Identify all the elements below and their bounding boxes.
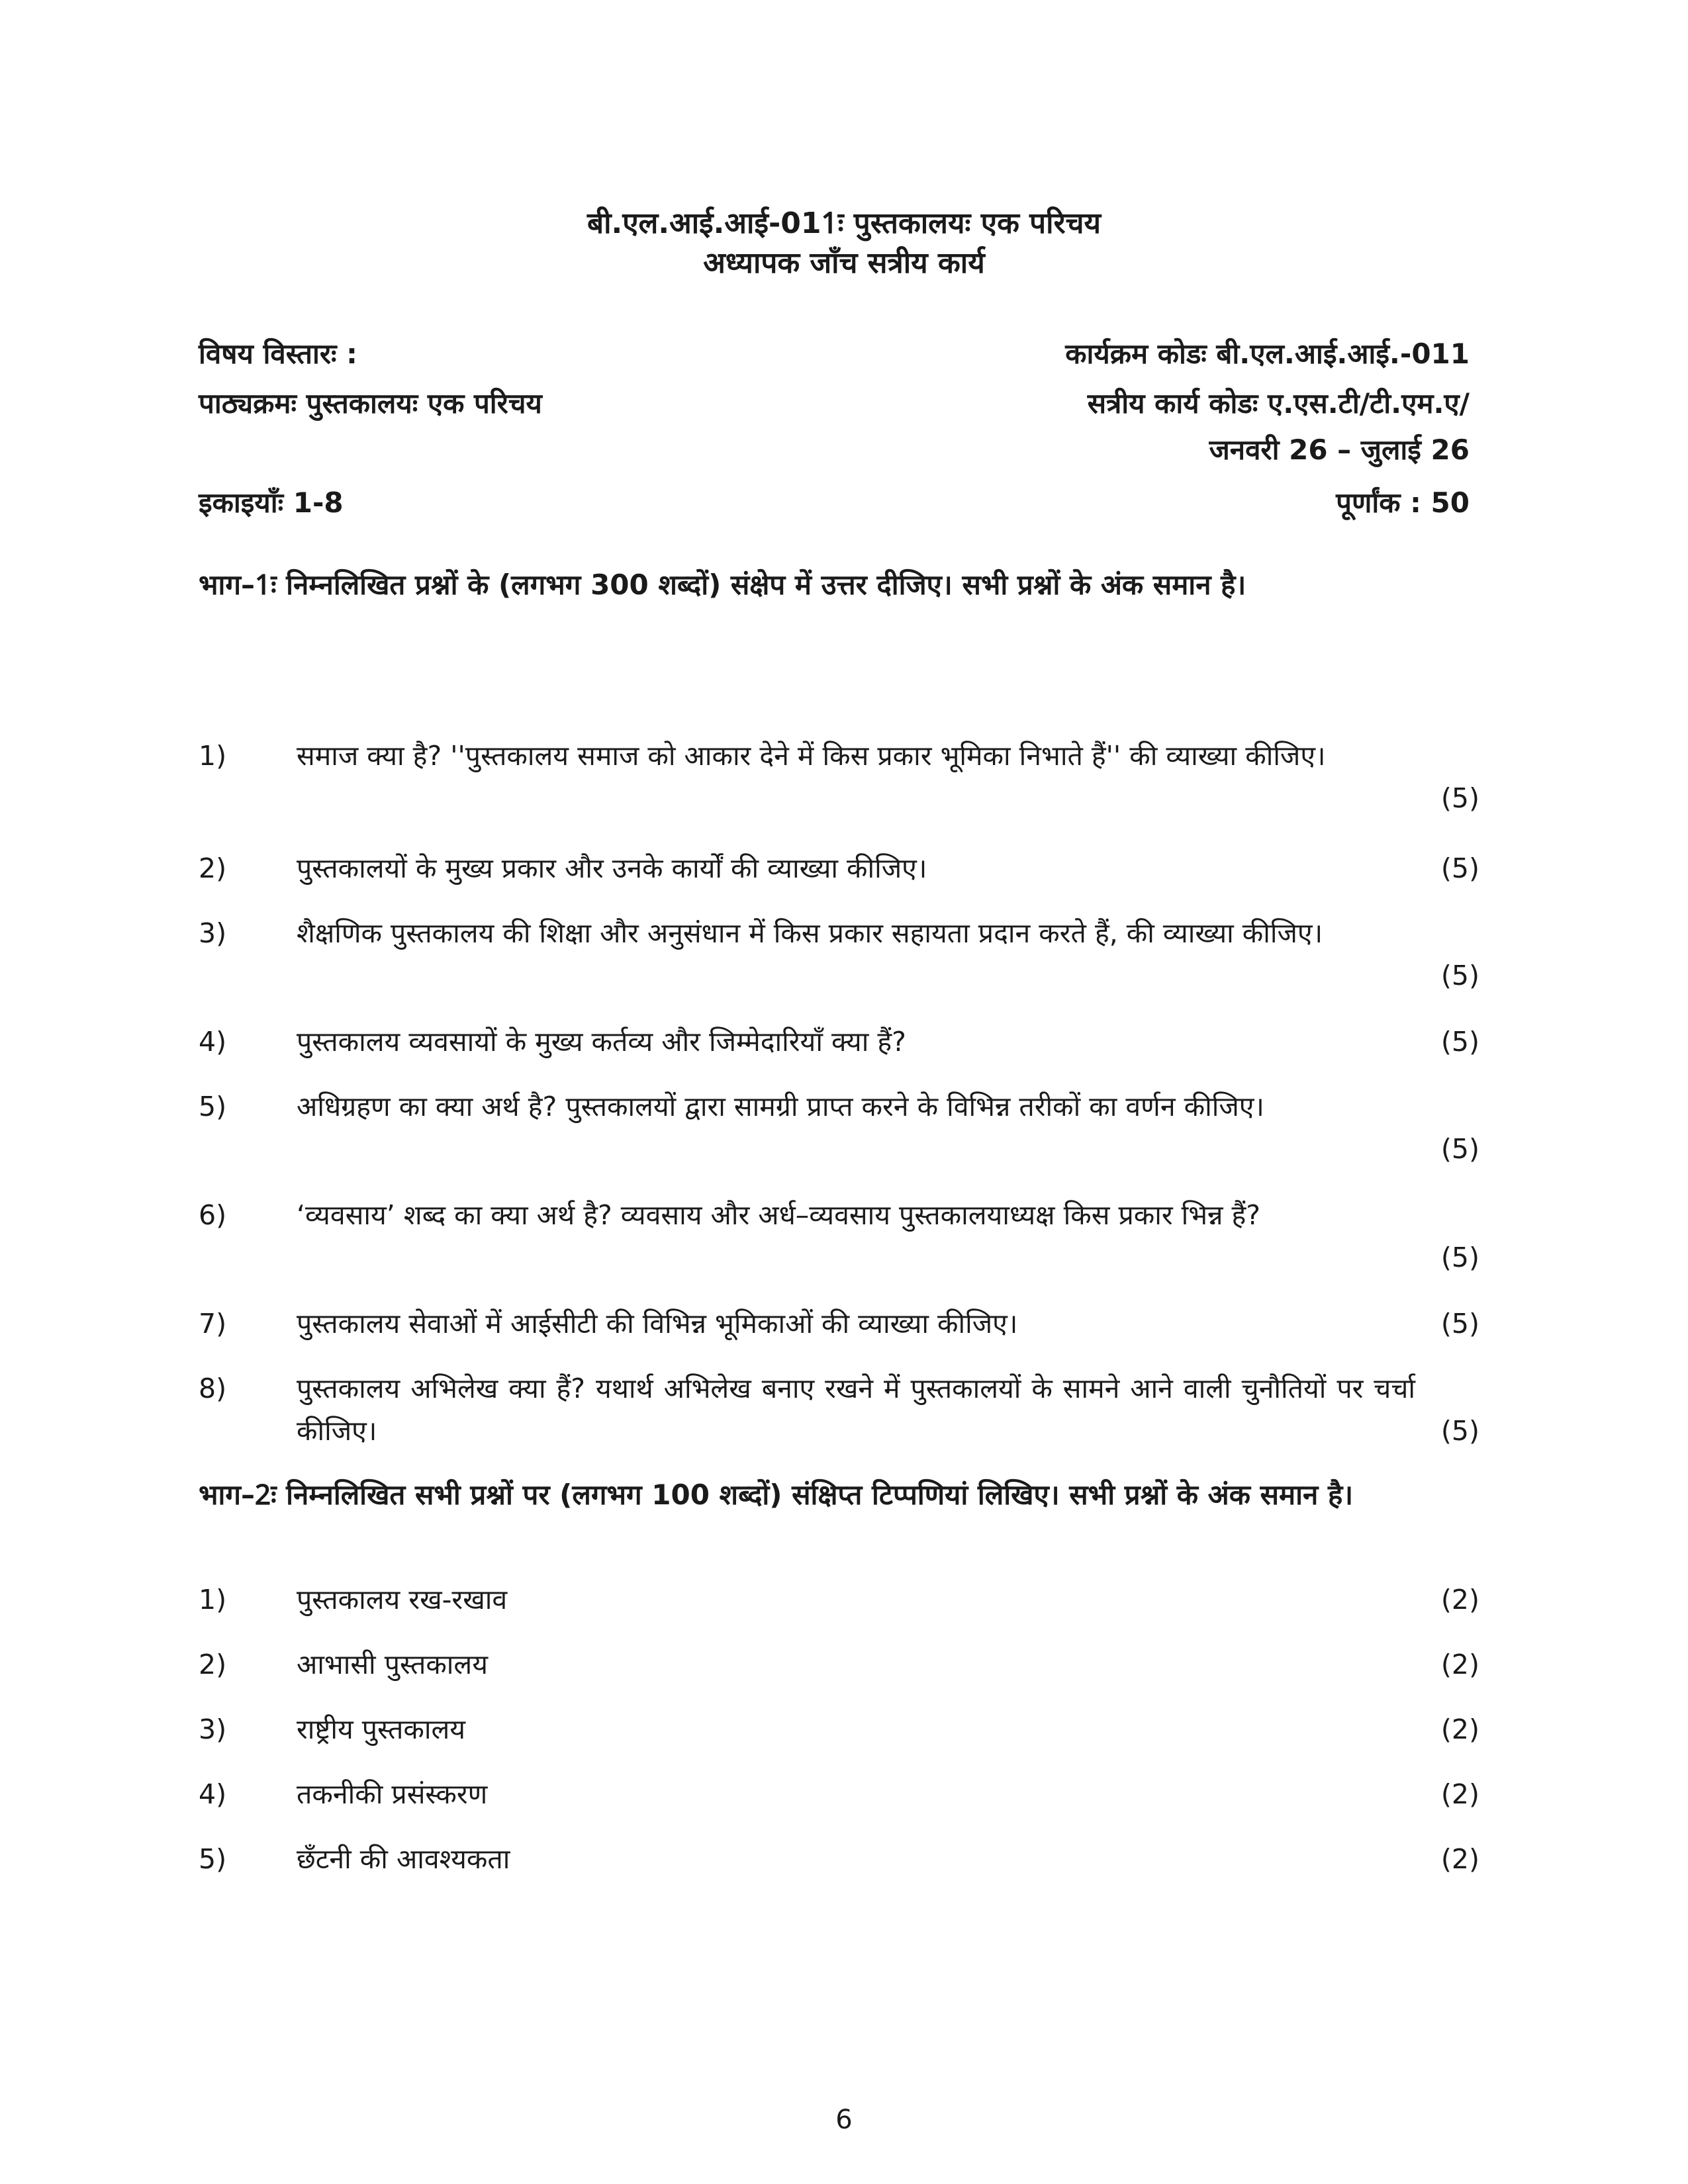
program-code: कार्यक्रम कोडः बी.एल.आई.आई.-011 <box>1065 338 1470 370</box>
question-marks: (2) <box>1440 1584 1479 1615</box>
question-number: 5) <box>199 1843 227 1875</box>
question-marks: (5) <box>1440 1242 1479 1273</box>
question-text: ‘व्यवसाय’ शब्द का क्या अर्थ है? व्यवसाय और अर्ध–व्यवसाय पुस्तकालयाध्यक्ष किस प्रकार भिन्न हैं? <box>297 1199 1261 1231</box>
question-item <box>199 1085 1479 1170</box>
question-text: राष्ट्रीय पुस्तकालय <box>297 1713 466 1745</box>
question-text: आभासी पुस्तकालय <box>297 1649 489 1680</box>
question-number: 1) <box>199 1584 227 1615</box>
question-text: पुस्तकालय सेवाओं में आईसीटी की विभिन्न भूमिकाओं की व्याख्या कीजिए। <box>297 1308 1018 1340</box>
short-note-item <box>199 1643 1479 1686</box>
question-number: 7) <box>199 1308 227 1340</box>
max-marks: पूर्णांक : 50 <box>1336 486 1470 519</box>
question-text: पुस्तकालय अभिलेख क्या हैं? यथार्थ अभिलेख बनाए रखने में पुस्तकालयों के सामने आने वाली चुनौतियों पर चर्चा कीजिए। <box>297 1373 1415 1447</box>
subject-label: विषय विस्तारः : <box>199 338 357 370</box>
question-item <box>199 735 1479 819</box>
question-number: 4) <box>199 1778 227 1810</box>
question-number: 5) <box>199 1091 227 1122</box>
document-title: बी.एल.आई.आई-011ः पुस्तकालयः एक परिचय <box>586 206 1102 240</box>
question-item <box>199 912 1479 997</box>
question-text: छँटनी की आवश्यकता <box>297 1843 510 1875</box>
question-marks: (2) <box>1440 1649 1479 1680</box>
question-item <box>199 847 1479 889</box>
assignment-code: सत्रीय कार्य कोडः ए.एस.टी/टी.एम.ए/ <box>1087 387 1470 420</box>
question-item <box>199 1367 1479 1452</box>
question-marks: (2) <box>1440 1843 1479 1875</box>
course-name: पाठ्यक्रमः पुस्तकालयः एक परिचय <box>199 387 542 420</box>
question-text: पुस्तकालय व्यवसायों के मुख्य कर्तव्य और जिम्मेदारियाँ क्या हैं? <box>297 1026 906 1058</box>
question-number: 4) <box>199 1026 227 1058</box>
question-marks: (5) <box>1440 960 1479 991</box>
part2-heading: भाग–2ः निम्नलिखित सभी प्रश्नों पर (लगभग 100 शब्दों) संक्षिप्त टिप्पणियां लिखिए। सभी प्रश्नों के अंक समान है। <box>199 1479 1354 1511</box>
document-subtitle: अध्यापक जाँच सत्रीय कार्य <box>703 246 985 280</box>
units: इकाइयाँः 1-8 <box>199 486 344 519</box>
page-number: 6 <box>835 2105 853 2135</box>
question-marks: (5) <box>1440 852 1479 884</box>
question-marks: (5) <box>1440 1415 1479 1447</box>
question-item <box>199 1302 1479 1345</box>
short-note-item <box>199 1838 1479 1880</box>
question-number: 2) <box>199 1649 227 1680</box>
question-number: 8) <box>199 1373 227 1404</box>
question-number: 3) <box>199 917 227 949</box>
question-text: शैक्षणिक पुस्तकालय की शिक्षा और अनुसंधान में किस प्रकार सहायता प्रदान करते हैं, की व्याख्या कीजिए। <box>297 917 1323 949</box>
question-text: अधिग्रहण का क्या अर्थ है? पुस्तकालयों द्वारा सामग्री प्राप्त करने के विभिन्न तरीकों का वर्णन कीजिए। <box>297 1091 1264 1122</box>
question-item <box>199 1194 1479 1279</box>
question-marks: (5) <box>1440 1133 1479 1165</box>
question-number: 2) <box>199 852 227 884</box>
question-text: तकनीकी प्रसंस्करण <box>297 1778 488 1810</box>
question-number: 6) <box>199 1199 227 1231</box>
short-note-item <box>199 1578 1479 1621</box>
question-number: 1) <box>199 740 227 772</box>
question-text: समाज क्या है? ''पुस्तकालय समाज को आकार देने में किस प्रकार भूमिका निभाते हैं'' की व्याख्या कीजिए। <box>297 740 1326 772</box>
question-marks: (5) <box>1440 782 1479 814</box>
question-marks: (5) <box>1440 1026 1479 1058</box>
short-note-item <box>199 1708 1479 1751</box>
short-note-item <box>199 1773 1479 1815</box>
question-marks: (5) <box>1440 1308 1479 1340</box>
question-item <box>199 1021 1479 1063</box>
question-marks: (2) <box>1440 1713 1479 1745</box>
question-text: पुस्तकालय रख-रखाव <box>297 1584 508 1615</box>
question-number: 3) <box>199 1713 227 1745</box>
question-marks: (2) <box>1440 1778 1479 1810</box>
question-text: पुस्तकालयों के मुख्य प्रकार और उनके कार्यों की व्याख्या कीजिए। <box>297 852 927 884</box>
session: जनवरी 26 – जुलाई 26 <box>1209 433 1470 466</box>
part1-heading: भाग–1ः निम्नलिखित प्रश्नों के (लगभग 300 शब्दों) संक्षेप में उत्तर दीजिए। सभी प्रश्नों के अंक समान है। <box>199 569 1246 601</box>
